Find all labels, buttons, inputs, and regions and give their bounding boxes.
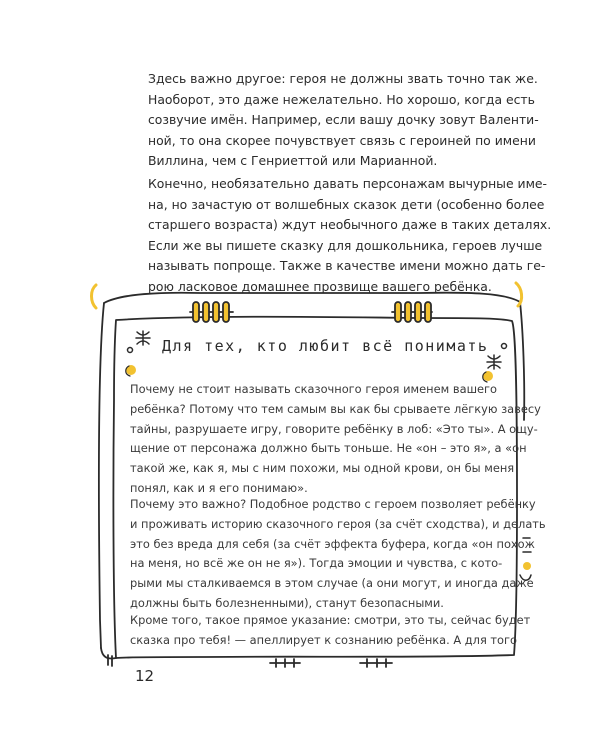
callout-paragraph-1 — [130, 380, 541, 499]
page-number: 12 — [135, 667, 155, 685]
text-line: это без вреда для себя (за счёт эффекта буфера, когда «он похож — [130, 536, 535, 551]
text-line: тайны, разрушаете игру, говорите ребёнку в лоб: «Это ты». А ощу- — [130, 421, 538, 436]
binding-rings-left — [190, 302, 233, 322]
text-line: сказка про тебя! — апеллирует к сознанию ребёнка. А для того — [130, 632, 517, 647]
callout-paragraph-3 — [130, 611, 531, 651]
text-line: Конечно, необязательно давать персонажам вычурные име- — [148, 176, 548, 191]
text-line: созвучие имён. Например, если вашу дочку зовут Валенти- — [148, 112, 539, 128]
text-line: Кроме того, такое прямое указание: смотри, это ты, сейчас будет — [130, 613, 531, 627]
text-line: называть попроще. Также в качестве имени можно дать ге- — [148, 258, 546, 274]
text-line: на, но зачастую от волшебных сказок дети (особенно более — [148, 196, 545, 212]
text-line: на меня, но всё же он не я»). Тогда эмоции и чувства, с кото- — [130, 556, 503, 571]
callout-paragraph-2 — [130, 495, 546, 614]
text-line: Виллина, чем с Генриеттой или Марианной. — [148, 153, 438, 169]
text-line: такой же, как я, мы с ним похожи, мы одной крови, он бы меня — [130, 461, 515, 476]
text-line: ребёнка? Потому что тем самым вы как бы срываете лёгкую завесу — [130, 401, 541, 416]
text-line: старшего возраста) ждут необычного даже в таких деталях. — [148, 217, 552, 233]
text-line: щение от персонажа должно быть тоньше. Не «он – это я», а «он — [130, 441, 527, 456]
text-line: должны быть болезненными), станут безопасными. — [130, 595, 444, 610]
text-line: понял, как и я его понимаю». — [130, 480, 308, 495]
text-line: рою ласковое домашнее прозвище вашего ребёнка. — [148, 278, 492, 294]
callout-title: Для тех, кто любит всё понимать — [162, 337, 489, 355]
text-line: Если же вы пишете сказку для дошкольника, героев лучше — [148, 237, 543, 253]
text-line: Почему это важно? Подобное родство с героем позволяет ребёнку — [130, 497, 536, 511]
text-line: Здесь важно другое: героя не должны звать точно так же. — [148, 71, 538, 86]
sparkle-icon — [128, 331, 151, 353]
binding-rings-right — [392, 302, 432, 322]
text-line: и проживать историю сказочного героя (за счёт сходства), и делать — [130, 516, 546, 531]
sparkle-icon — [487, 344, 507, 370]
text-line: рыми мы сталкиваемся в этом случае (а они могут, и иногда даже — [130, 576, 534, 591]
text-line: Наоборот, это даже нежелательно. Но хорошо, когда есть — [148, 91, 535, 107]
text-line: ной, то она скорее почувствует связь с героиней по имени — [148, 132, 536, 148]
text-line: Почему не стоит называть сказочного героя именем вашего — [130, 382, 497, 396]
